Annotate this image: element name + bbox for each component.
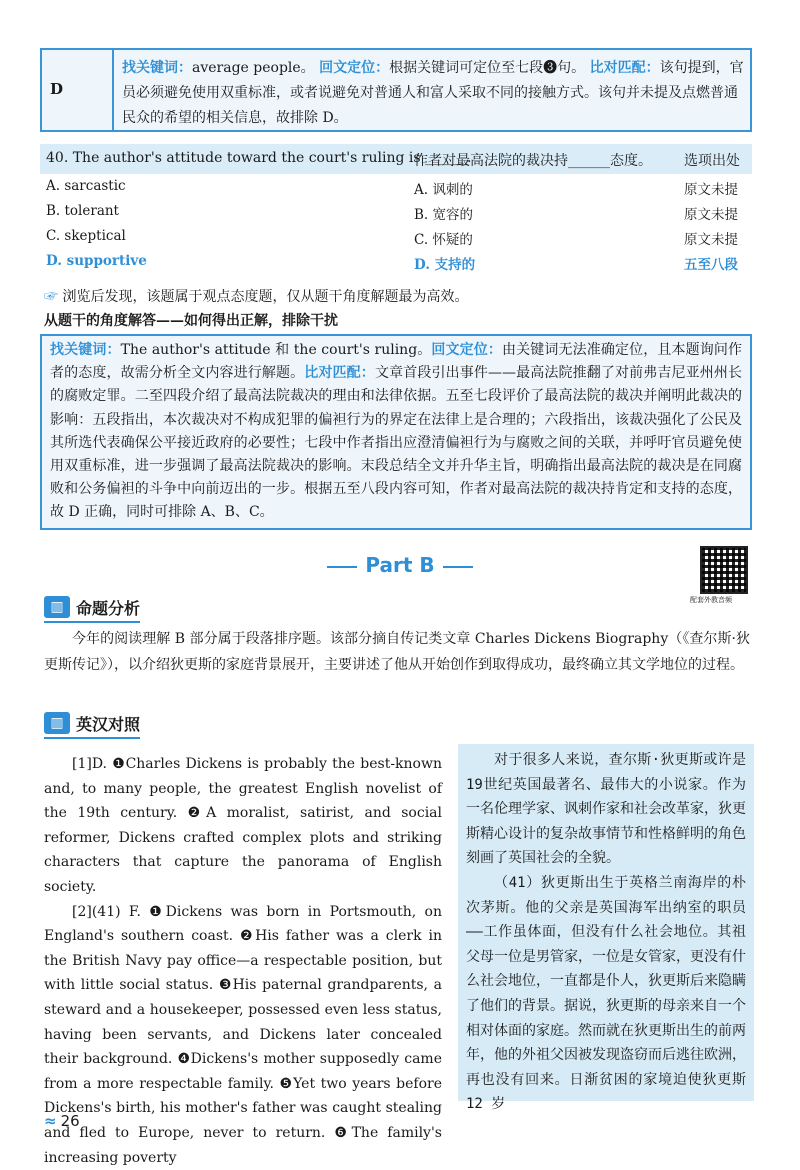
- divider: [327, 566, 357, 568]
- keyword-label: 找关键词：: [50, 342, 121, 358]
- locate-label: 回文定位：: [431, 342, 503, 358]
- option-row: [40, 199, 752, 224]
- qr-code-icon[interactable]: [700, 546, 748, 594]
- section-underline: [44, 621, 140, 623]
- section-heading-analysis: [44, 594, 140, 620]
- correct-option-row: [40, 249, 752, 274]
- option-d-text: [122, 56, 744, 131]
- option-source: 原文未提: [684, 207, 738, 223]
- match-text: 该句提到，官员必须避免使用双重标准，或者说避免对普通人和富人采取不同的接触方式。该句并未提及点燃普通民众的希望的相关信息，故排除 D。: [122, 60, 744, 126]
- option-source: 原文未提: [684, 182, 738, 198]
- section-title: 英汉对照: [76, 714, 141, 734]
- keyword-text: average people。: [192, 60, 315, 76]
- option-d-analysis-box: [40, 48, 752, 132]
- option-en: C. skeptical: [46, 228, 126, 244]
- option-letter: D: [50, 80, 64, 98]
- english-paragraph: [2](41) F. ❶Dickens was born in Portsmouth, on England's southern coast. ❷His father was a clerk in the British Navy pay office—a respectable position, but with little social status. ❸His paternal grandparents, a steward and a housekeeper, possessed even less status, having been servants, and Dickens later concealed their background. ❹Dickens's mother supposedly came from a more respectable family. ❺Yet two years before Dickens's birth, his mother's father was caught stealing and fled to Europe, never to return. ❻The family's increasing poverty: [44, 903, 442, 1166]
- section-title: 命题分析: [76, 598, 141, 618]
- option-row: [40, 174, 752, 199]
- keyword-text: The author's attitude 和 the court's ruling。: [120, 342, 432, 358]
- tip-line: [44, 286, 468, 306]
- chinese-paragraph: 对于很多人来说，查尔斯·狄更斯或许是19世纪英国最著名、最伟大的小说家。作为一名伦理学家、讽刺作家和社会改革家，狄更斯精心设计的复杂故事情节和性格鲜明的角色刻画了英国社会的全貌。: [466, 752, 746, 867]
- divider: [112, 50, 114, 130]
- option-source: 五至八段: [684, 257, 738, 273]
- wave-icon: ≈: [44, 1112, 57, 1130]
- option-en: B. tolerant: [46, 203, 119, 219]
- option-zh: C. 怀疑的: [414, 232, 473, 248]
- question-40-english: 40. The author's attitude toward the court's ruling is ______.: [46, 150, 472, 166]
- locate-label: 回文定位：: [319, 60, 390, 76]
- page-number: [44, 1112, 80, 1130]
- option-en: D. supportive: [46, 253, 147, 269]
- chinese-translation-column: [458, 744, 754, 1113]
- keyword-label: 找关键词：: [122, 60, 192, 76]
- book-icon: ▥: [44, 596, 70, 618]
- match-label: 比对匹配：: [589, 60, 660, 76]
- english-paragraph: [1]D. ❶Charles Dickens is probably the best-known and, to many people, the greatest English novelist of the 19th century. ❷A moralist, satirist, and social reformer, Dickens crafted complex plots and striking characters that capture the panorama of English society.: [44, 756, 442, 895]
- option-zh: B. 宽容的: [414, 207, 474, 223]
- question-40-table: [40, 144, 752, 274]
- section-heading-bilingual: [44, 710, 140, 736]
- match-label: 比对匹配：: [304, 365, 375, 382]
- page-number-text: 26: [60, 1112, 80, 1130]
- locate-text: 根据关键词可定位至七段❸句。: [389, 60, 586, 76]
- part-b-title: Part B: [365, 553, 435, 577]
- section-underline: [44, 737, 140, 739]
- question-40-chinese: 作者对最高法院的裁决持______态度。: [414, 153, 652, 169]
- option-zh: A. 讽刺的: [414, 182, 473, 198]
- chinese-paragraph: （41）狄更斯出生于英格兰南海岸的朴次茅斯。他的父亲是英国海军出纳室的职员——工作虽体面，但没有什么社会地位。其祖父母一位是男管家，一位是女管家，更没有什么社会地位，一直都是仆人，狄更斯后来隐瞒了他们的背景。据说，狄更斯的母亲来自一个相对体面的家庭。然而就在狄更斯出生的前两年，他的外祖父因被发现盗窃而后逃往欧洲，再也没有回来。日渐贫困的家境迫使狄更斯 12 岁: [466, 874, 746, 1113]
- book-icon: ▥: [44, 712, 70, 734]
- source-column-header: 选项出处: [684, 153, 740, 169]
- qr-code-label: 配套外教音频: [690, 596, 732, 604]
- tip-text: 浏览后发现，该题属于观点态度题，仅从题干角度解题最为高效。: [62, 289, 469, 305]
- option-en: A. sarcastic: [46, 178, 126, 194]
- pointing-hand-icon: ☞: [44, 289, 58, 305]
- option-row: [40, 224, 752, 249]
- question-40-header: [40, 144, 752, 174]
- part-b-heading: [300, 553, 500, 577]
- locate-text: 由关键词无法准确定位，且本题询问作者的态度，故需分析全文内容进行解题。: [50, 342, 743, 382]
- divider: [443, 566, 473, 568]
- option-source: 原文未提: [684, 232, 738, 248]
- analysis-box: [40, 334, 752, 530]
- tip-heading: 从题干的角度解答——如何得出正解，排除干扰: [44, 313, 338, 329]
- english-text-column: [44, 752, 442, 1170]
- option-zh: D. 支持的: [414, 257, 476, 273]
- question-analysis-paragraph: 今年的阅读理解 B 部分属于段落排序题。该部分摘自传记类文章 Charles Dickens Biography（《查尔斯·狄更斯传记》），以介绍狄更斯的家庭背景展开，主要讲述了他从开始创作到取得成功，最终确立其文学地位的过程。: [44, 631, 750, 673]
- match-text: 文章首段引出事件——最高法院推翻了对前弗吉尼亚州州长的腐败定罪。二至四段介绍了最高法院裁决的理由和法律依据。五至七段评价了最高法院的裁决并阐明此裁决的影响：五段指出，本次裁决对不构成犯罪的偏袒行为的界定在法律上是合理的；六段指出，该裁决强化了公民及其所选代表确保公平接近政府的必要性；七段中作者指出应澄清偏袒行为与腐败之间的关联，并呼吁官员避免使用双重标准，进一步强调了最高法院裁决的影响。末段总结全文并升华主旨，明确指出最高法院的裁决是在同腐败和公务偏袒的斗争中向前迈出的一步。根据五至八段内容可知，作者对最高法院的裁决持肯定和支持的态度，故 D 正确，同时可排除 A、B、C。: [50, 365, 742, 521]
